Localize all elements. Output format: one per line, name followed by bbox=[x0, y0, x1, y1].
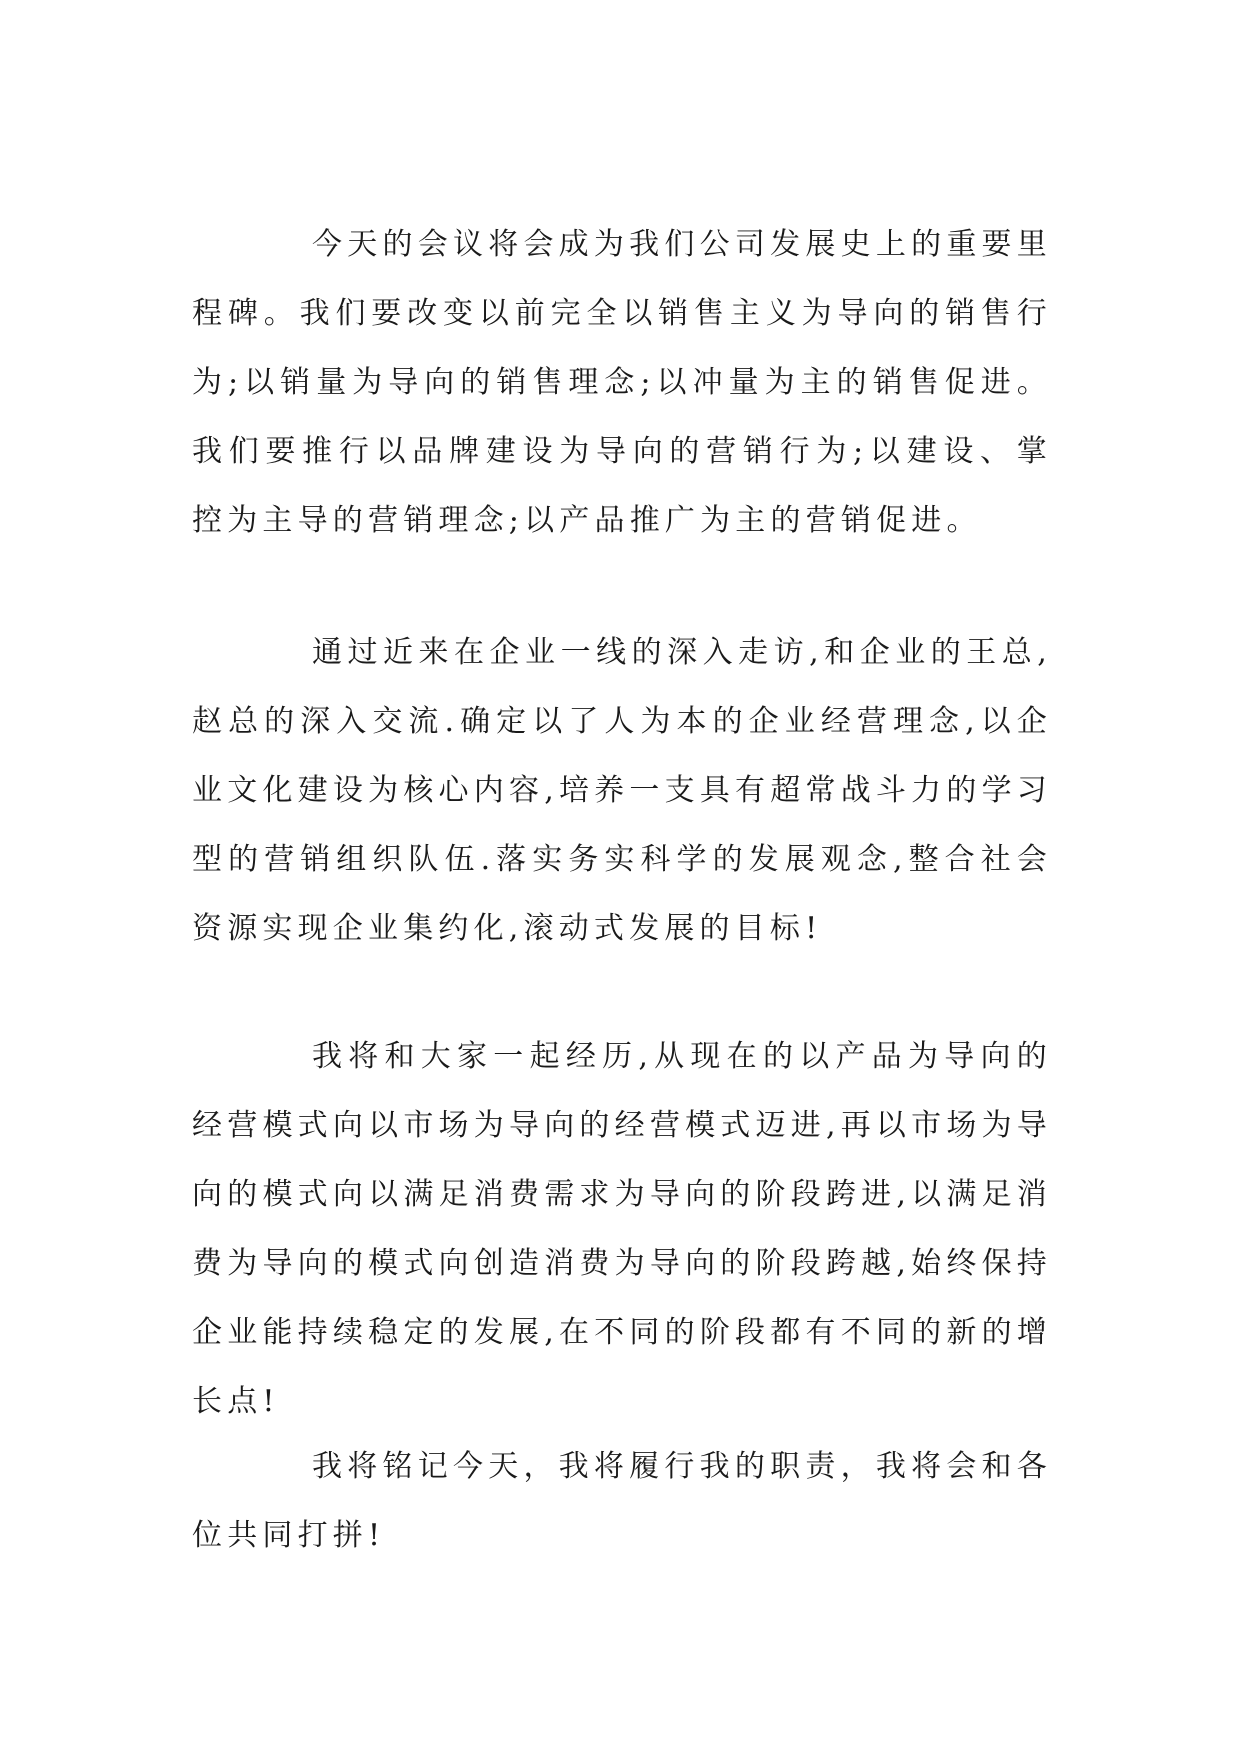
paragraph-1: 今天的会议将会成为我们公司发展史上的重要里程碑。我们要改变以前完全以销售主义为导向的销售行为;以销量为导向的销售理念;以冲量为主的销售促进。我们要推行以品牌建设为导向的营销行为;以建设、掌控为主导的营销理念;以产品推广为主的营销促进。 bbox=[192, 227, 1052, 538]
paragraph-2: 通过近来在企业一线的深入走访,和企业的王总,赵总的深入交流.确定以了人为本的企业经营理念,以企业文化建设为核心内容,培养一支具有超常战斗力的学习型的营销组织队伍.落实务实科学的发展观念,整合社会资源实现企业集约化,滚动式发展的目标! bbox=[192, 635, 1052, 946]
paragraph-3: 我将和大家一起经历,从现在的以产品为导向的经营模式向以市场为导向的经营模式迈进,再以市场为导向的模式向以满足消费需求为导向的阶段跨进,以满足消费为导向的模式向创造消费为导向的阶段跨越,始终保持企业能持续稳定的发展,在不同的阶段都有不同的新的增长点! bbox=[192, 1039, 1052, 1419]
paragraph-4: 我将铭记今天，我将履行我的职责，我将会和各位共同打拼! bbox=[192, 1449, 1052, 1553]
